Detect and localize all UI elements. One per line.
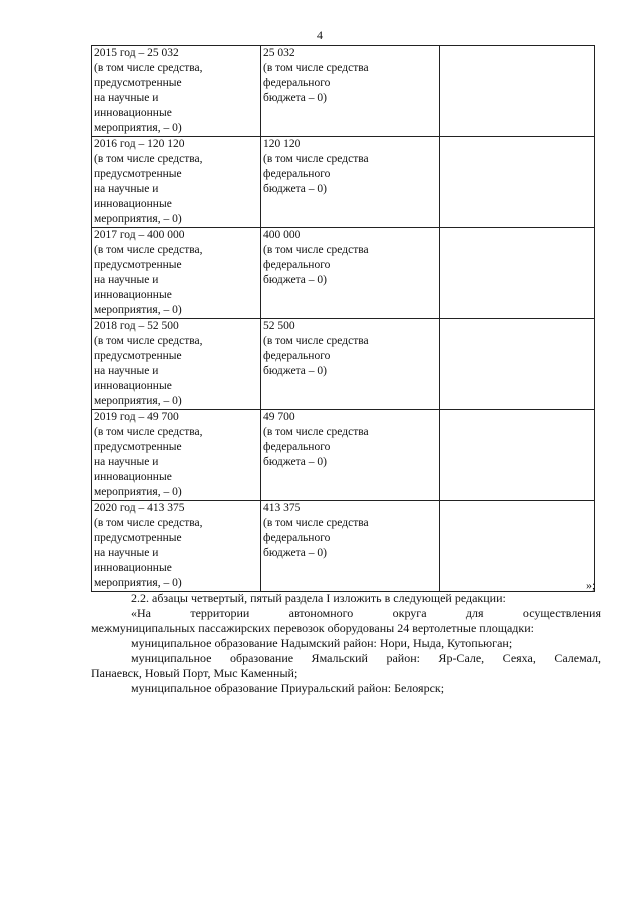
cell-text-line: федерального [263, 350, 331, 362]
cell-text-line: мероприятия, – 0) [94, 486, 182, 498]
cell-text-line: инновационные [94, 471, 172, 483]
year-amount-cell [92, 137, 261, 228]
federal-budget-cell [261, 319, 440, 410]
cell-text-line: на научные и [94, 183, 159, 195]
table-row [92, 228, 595, 319]
year-amount-cell [92, 46, 261, 137]
cell-text-line: федерального [263, 168, 331, 180]
cell-text-line: (в том числе средства [263, 62, 369, 74]
cell-text-line: на научные и [94, 456, 159, 468]
cell-text-line: бюджета – 0) [263, 456, 327, 468]
cell-text-line: инновационные [94, 562, 172, 574]
cell-text-line: 413 375 [263, 502, 301, 514]
cell-text-line: (в том числе средства, [94, 426, 203, 438]
cell-text-line: 52 500 [263, 320, 295, 332]
cell-text-line: 120 120 [263, 138, 301, 150]
cell-text-line: инновационные [94, 289, 172, 301]
cell-text-line: (в том числе средства [263, 244, 369, 256]
cell-text-line: предусмотренные [94, 259, 182, 271]
cell-text-line: (в том числе средства, [94, 335, 203, 347]
closing-quote-mark: »; [586, 578, 596, 592]
cell-text-line: (в том числе средства, [94, 517, 203, 529]
table-row [92, 410, 595, 501]
year-amount-cell [92, 319, 261, 410]
cell-text-line: бюджета – 0) [263, 183, 327, 195]
cell-text-line: инновационные [94, 380, 172, 392]
cell-text-line: бюджета – 0) [263, 365, 327, 377]
cell-text-line: 2016 год – 120 120 [94, 138, 185, 150]
quoted-paragraph-continuation: межмуниципальных пассажирских перевозок оборудованы 24 вертолетные площадки: [91, 621, 534, 635]
cell-text-line: на научные и [94, 92, 159, 104]
empty-cell [440, 410, 595, 501]
funding-table [91, 45, 595, 592]
cell-text-line: федерального [263, 259, 331, 271]
cell-text-line: на научные и [94, 547, 159, 559]
cell-text-line: федерального [263, 532, 331, 544]
cell-text-line: бюджета – 0) [263, 92, 327, 104]
yamal-district-continuation: Панаевск, Новый Порт, Мыс Каменный; [91, 666, 298, 680]
cell-text-line: 2017 год – 400 000 [94, 229, 185, 241]
cell-text-line: федерального [263, 441, 331, 453]
cell-text-line: мероприятия, – 0) [94, 213, 182, 225]
nadym-district-line: муниципальное образование Надымский район: Нори, Ныда, Кутопьюган; [131, 636, 513, 650]
federal-budget-cell [261, 410, 440, 501]
quoted-paragraph-first-line: «На территории автономного округа для осуществления [131, 606, 601, 620]
cell-text-line: (в том числе средства, [94, 62, 203, 74]
empty-cell [440, 137, 595, 228]
cell-text-line: мероприятия, – 0) [94, 304, 182, 316]
cell-text-line: мероприятия, – 0) [94, 577, 182, 589]
cell-text-line: 400 000 [263, 229, 301, 241]
cell-text-line: (в том числе средства [263, 426, 369, 438]
cell-text-line: мероприятия, – 0) [94, 122, 182, 134]
cell-text-line: на научные и [94, 365, 159, 377]
yamal-district-line: муниципальное образование Ямальский район: Яр-Сале, Сеяха, Салемал, [131, 651, 601, 665]
cell-text-line: 2020 год – 413 375 [94, 502, 185, 514]
empty-cell [440, 319, 595, 410]
cell-text-line: предусмотренные [94, 532, 182, 544]
cell-text-line: (в том числе средства, [94, 244, 203, 256]
empty-cell [440, 501, 595, 592]
cell-text-line: (в том числе средства [263, 517, 369, 529]
cell-text-line: мероприятия, – 0) [94, 395, 182, 407]
table-row [92, 137, 595, 228]
cell-text-line: бюджета – 0) [263, 547, 327, 559]
cell-text-line: 2015 год – 25 032 [94, 47, 179, 59]
empty-cell [440, 228, 595, 319]
year-amount-cell [92, 228, 261, 319]
cell-text-line: предусмотренные [94, 168, 182, 180]
cell-text-line: предусмотренные [94, 350, 182, 362]
federal-budget-cell [261, 228, 440, 319]
cell-text-line: предусмотренные [94, 77, 182, 89]
cell-text-line: инновационные [94, 107, 172, 119]
cell-text-line: инновационные [94, 198, 172, 210]
cell-text-line: (в том числе средства, [94, 153, 203, 165]
empty-cell [440, 46, 595, 137]
cell-text-line: федерального [263, 77, 331, 89]
year-amount-cell [92, 410, 261, 501]
federal-budget-cell [261, 501, 440, 592]
year-amount-cell [92, 501, 261, 592]
priuralsky-district-line: муниципальное образование Приуральский район: Белоярск; [131, 681, 445, 695]
cell-text-line: на научные и [94, 274, 159, 286]
amendment-paragraph: 2.2. абзацы четвертый, пятый раздела I изложить в следующей редакции: [131, 591, 506, 605]
cell-text-line: 2018 год – 52 500 [94, 320, 179, 332]
table-row [92, 46, 595, 137]
page-number: 4 [317, 28, 323, 42]
amendment-section [91, 591, 601, 696]
cell-text-line: (в том числе средства [263, 335, 369, 347]
cell-text-line: 49 700 [263, 411, 295, 423]
cell-text-line: 2019 год – 49 700 [94, 411, 179, 423]
federal-budget-cell [261, 46, 440, 137]
cell-text-line: (в том числе средства [263, 153, 369, 165]
cell-text-line: бюджета – 0) [263, 274, 327, 286]
cell-text-line: предусмотренные [94, 441, 182, 453]
federal-budget-cell [261, 137, 440, 228]
table-row [92, 501, 595, 592]
table-row [92, 319, 595, 410]
cell-text-line: 25 032 [263, 47, 295, 59]
